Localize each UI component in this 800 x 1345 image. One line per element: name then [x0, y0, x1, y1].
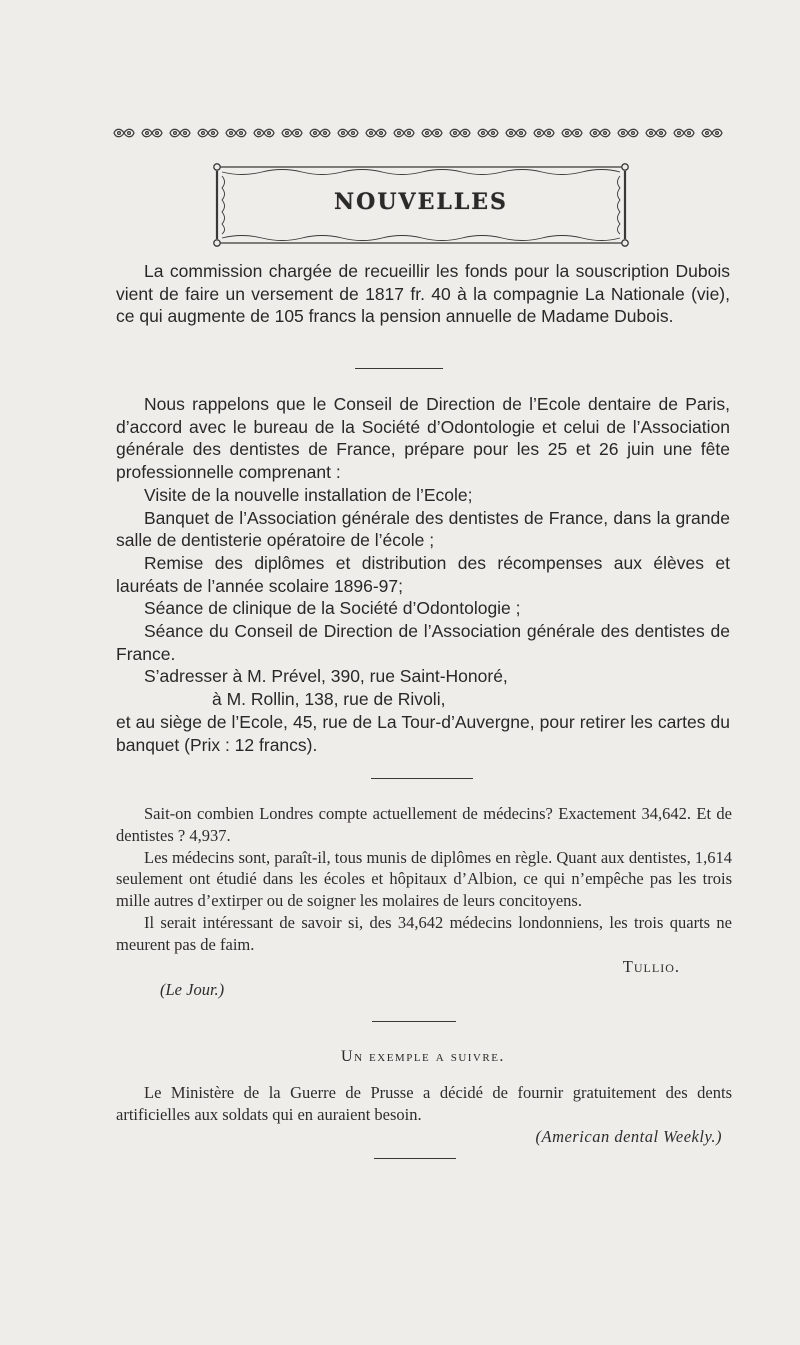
double-loop-ornament-icon: [532, 126, 556, 140]
list-item: Séance de clinique de la Société d’Odontologie ;: [144, 598, 521, 619]
list-item: Visite de la nouvelle installation de l’Ecole;: [144, 484, 473, 505]
paragraph: La commission chargée de recueillir les fonds pour la souscription Dubois vient de faire un versement de 1817 fr. 40 à la compagnie La Nationale (vie), ce qui augmente de 105 francs la pension annuelle de Madame Dubois.: [116, 261, 730, 327]
article-prusse: [116, 1082, 732, 1147]
double-loop-ornament-icon: [672, 126, 696, 140]
double-loop-ornament-icon: [140, 126, 164, 140]
list-item: Séance du Conseil de Direction de l’Association générale des dentistes de France.: [116, 621, 730, 664]
address-line: et au siège de l’Ecole, 45, rue de La Tour-d’Auvergne, pour retirer les cartes du banquet (Prix : 12 francs).: [116, 711, 730, 755]
paragraph: Les médecins sont, paraît-il, tous munis de diplômes en règle. Quant aux dentistes, 1,614 seulement ont étudié dans les écoles et hôpitaux d’Albion, ce qui n’empêche pas les trois mille autres d’extirper ou de soigner les molaires de leurs concitoyens.: [116, 847, 732, 911]
double-loop-ornament-icon: [448, 126, 472, 140]
double-loop-ornament-icon: [336, 126, 360, 140]
article-londres: [116, 803, 732, 1001]
double-loop-ornament-icon: [560, 126, 584, 140]
double-loop-ornament-icon: [252, 126, 276, 140]
signature: Tullio.: [622, 956, 680, 976]
article-heading: Un exemple a suivre.: [341, 1048, 505, 1065]
paragraph: Nous rappelons que le Conseil de Direction de l’Ecole dentaire de Paris, d’accord avec le bureau de la Société d’Odontologie et celui de l’Association générale des dentistes de France, prépare pour les 25 et 26 juin une fête professionnelle comprenant :: [116, 394, 730, 483]
source-citation: (American dental Weekly.): [535, 1126, 722, 1146]
address-line: à M. Rollin, 138, rue de Rivoli,: [212, 689, 446, 710]
paragraph: Le Ministère de la Guerre de Prusse a décidé de fournir gratuitement des dents artificielles aux soldats qui en auraient besoin.: [116, 1083, 732, 1124]
double-loop-ornament-icon: [364, 126, 388, 140]
double-loop-ornament-icon: [420, 126, 444, 140]
double-loop-ornament-icon: [476, 126, 500, 140]
double-loop-ornament-icon: [588, 126, 612, 140]
source-citation: (Le Jour.): [160, 980, 225, 1000]
double-loop-ornament-icon: [392, 126, 416, 140]
article-fete-professionnelle: [116, 393, 730, 756]
article-souscription: [116, 260, 730, 328]
paragraph: Sait-on combien Londres compte actuellement de médecins? Exactement 34,642. Et de dentistes ? 4,937.: [116, 804, 732, 845]
section-title: NOUVELLES: [334, 189, 508, 215]
double-loop-ornament-icon: [644, 126, 668, 140]
double-loop-ornament-icon: [224, 126, 248, 140]
double-loop-ornament-icon: [196, 126, 220, 140]
address-line: S’adresser à M. Prével, 390, rue Saint-Honoré,: [144, 666, 508, 687]
separator-rule: [372, 1021, 456, 1022]
separator-rule: [371, 778, 473, 779]
list-item: Banquet de l’Association générale des dentistes de France, dans la grande salle de dentisterie opératoire de l’école ;: [116, 507, 730, 551]
separator-rule: [374, 1158, 456, 1159]
double-loop-ornament-icon: [616, 126, 640, 140]
double-loop-ornament-icon: [700, 126, 724, 140]
double-loop-ornament-icon: [168, 126, 192, 140]
double-loop-ornament-icon: [308, 126, 332, 140]
separator-rule: [355, 368, 443, 369]
paragraph: Il serait intéressant de savoir si, des 34,642 médecins londonniens, les trois quarts ne meurent pas de faim.: [116, 912, 732, 954]
double-loop-ornament-icon: [504, 126, 528, 140]
ornament-border: [112, 124, 724, 142]
double-loop-ornament-icon: [280, 126, 304, 140]
double-loop-ornament-icon: [112, 126, 136, 140]
list-item: Remise des diplômes et distribution des récompenses aux élèves et lauréats de l’année scolaire 1896-97;: [116, 552, 730, 596]
section-title-frame: [212, 162, 630, 248]
